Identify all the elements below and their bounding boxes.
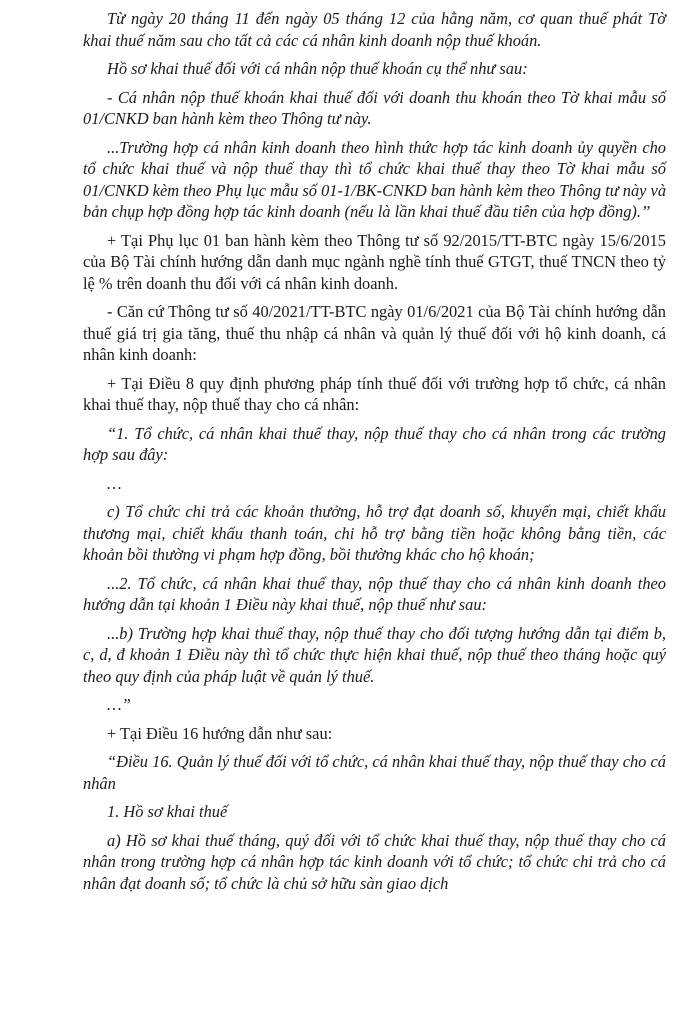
paragraph-form-01-cnkd: - Cá nhân nộp thuế khoán khai thuế đối với doanh thu khoán theo Tờ khai mẫu số 01/CNKD ban hành kèm theo Thông tư này.: [83, 87, 666, 128]
paragraph-clause-2: ...2. Tổ chức, cá nhân khai thuế thay, nộp thuế thay cho cá nhân kinh doanh theo hướng dẫn tại khoản 1 Điều này khai thuế, nộp thuế như sau:: [83, 573, 666, 614]
paragraph-article-8: + Tại Điều 8 quy định phương pháp tính thuế đối với trường hợp tổ chức, cá nhân khai thuế thay, nộp thuế thay cho cá nhân:: [83, 373, 666, 414]
paragraph-article-16-intro: + Tại Điều 16 hướng dẫn như sau:: [107, 723, 333, 743]
paragraph-ellipsis: …: [107, 473, 122, 493]
paragraph-circular-40: - Căn cứ Thông tư số 40/2021/TT-BTC ngày 01/6/2021 của Bộ Tài chính hướng dẫn thuế giá trị gia tăng, thuế thu nhập cá nhân và quản lý thuế đối với hộ kinh doanh, cá nhân kinh doanh:: [83, 302, 666, 364]
paragraph-dossier-heading: 1. Hồ sơ khai thuế: [107, 802, 228, 821]
paragraph-quote-clause-1: “1. Tổ chức, cá nhân khai thuế thay, nộp thuế thay cho cá nhân trong các trường hợp sau đây:: [83, 423, 666, 464]
paragraph-dossier-intro: Hồ sơ khai thuế đối với cá nhân nộp thuế khoán cụ thể như sau:: [107, 59, 528, 78]
paragraph-business-cooperation: ...Trường hợp cá nhân kinh doanh theo hình thức hợp tác kinh doanh ủy quyền cho tổ chức khai thuế và nộp thuế thay thì tổ chức khai thuế thay theo Tờ khai mẫu số 01/CNKD kèm theo Phụ lục mẫu số 01-1/BK-CNKD ban hành kèm theo Thông tư này và bản chụp hợp đồng hợp tác kinh doanh (nếu là lần khai thuế đầu tiên của hợp đồng).’’: [83, 137, 667, 221]
paragraph-appendix-01: + Tại Phụ lục 01 ban hành kèm theo Thông tư số 92/2015/TT-BTC ngày 15/6/2015 của Bộ Tài chính hướng dẫn danh mục ngành nghề tính thuế GTGT, thuế TNCN theo tỷ lệ % trên doanh thu đối với cá nhân kinh doanh.: [83, 230, 666, 293]
paragraph-point-b: ...b) Trường hợp khai thuế thay, nộp thuế thay cho đối tượng hướng dẫn tại điểm b, c, d, đ khoản 1 Điều này thì tổ chức thực hiện khai thuế, nộp thuế theo tháng hoặc quý theo quy định của pháp luật về quản lý thuế.: [83, 623, 666, 686]
paragraph-point-c: c) Tổ chức chi trả các khoản thưởng, hỗ trợ đạt doanh số, khuyến mại, chiết khấu thương mại, chiết khấu thanh toán, chi hỗ trợ bằng tiền hoặc không bằng tiền, các khoản bồi thường vi phạm hợp đồng, bồi thường khác cho hộ khoán;: [83, 502, 666, 564]
paragraph-point-a: a) Hồ sơ khai thuế tháng, quý đối với tổ chức khai thuế thay, nộp thuế thay cho cá nhân trong trường hợp cá nhân hợp tác kinh doanh với tổ chức; tổ chức chi trả cho cá nhân đạt doanh số; tổ chức là chủ sở hữu sàn giao dịch: [83, 830, 666, 893]
paragraph-quote-end: …”: [107, 695, 131, 714]
paragraph-article-16-title: “Điều 16. Quản lý thuế đối với tổ chức, cá nhân khai thuế thay, nộp thuế thay cho cá nhân: [83, 752, 666, 793]
paragraph-tax-form-issuance: Từ ngày 20 tháng 11 đến ngày 05 tháng 12 của hằng năm, cơ quan thuế phát Tờ khai thuế năm sau cho tất cả các cá nhân kinh doanh nộp thuế khoán.: [83, 9, 666, 50]
